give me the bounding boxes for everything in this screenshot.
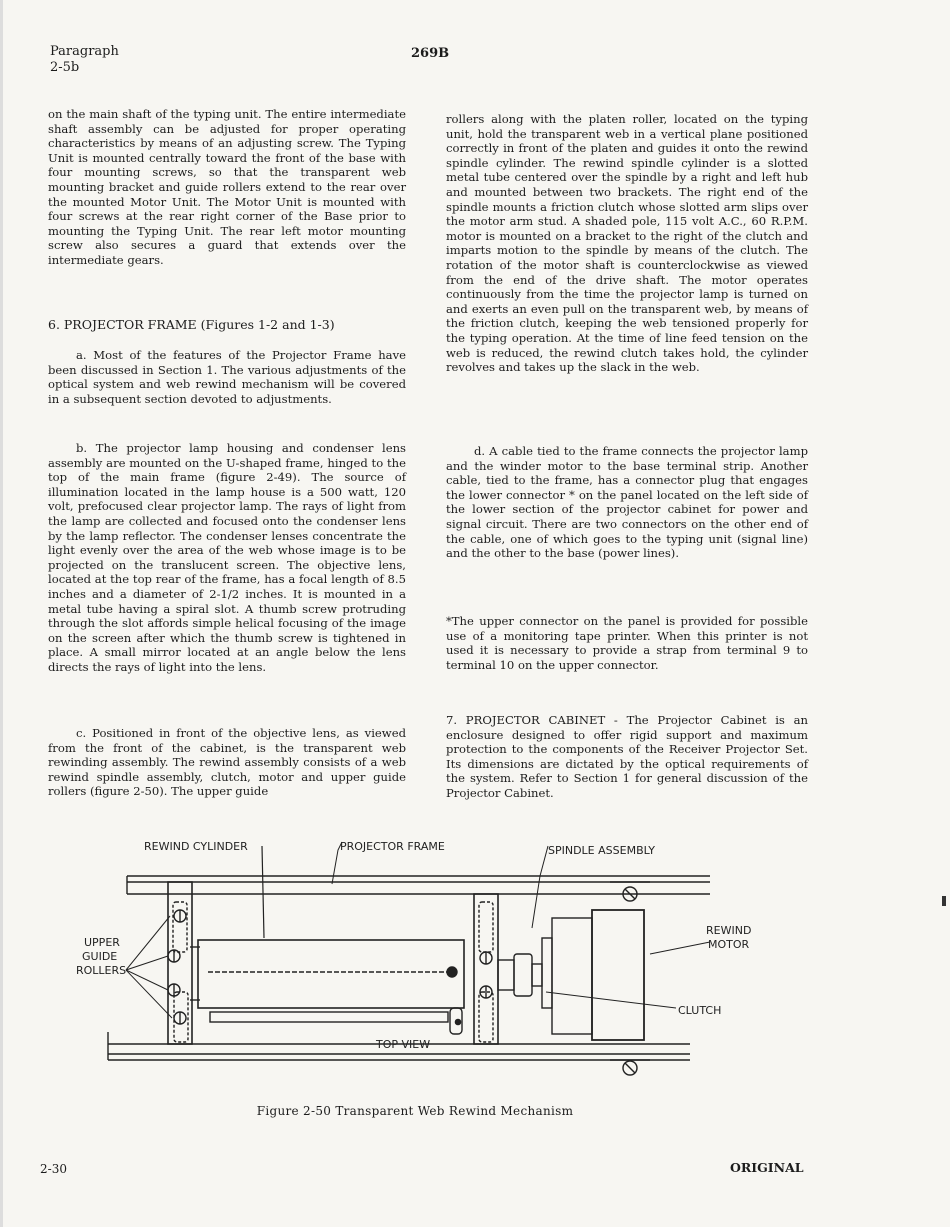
label-rewind: REWIND — [706, 924, 752, 937]
rewind-mechanism-figure — [70, 832, 770, 1094]
body-paragraph: c. Positioned in front of the objective lens, as viewed from the front of the cabinet, is the transparent web rewinding assembly. The rewind assembly consists of a web rewind spindle assembly, clutch, motor and upper guide rollers (figure 2-50). The upper guide — [48, 726, 406, 799]
label-projector-frame: PROJECTOR FRAME — [340, 840, 445, 853]
body-paragraph: 7. PROJECTOR CABINET - The Projector Cabinet is an enclosure designed to offer rigid support and maximum protection to the components of the Receiver Projector Set. Its dimensions are dictated by the optical requirements of the system. Refer to Section 1 for general discussion of the Projector Cabinet. — [446, 713, 808, 800]
label-upper: UPPER — [84, 936, 120, 949]
body-paragraph: b. The projector lamp housing and condenser lens assembly are mounted on the U-shaped frame, hinged to the top of the main frame (figure 2-49). The source of illumination located in the lamp house is a 500 watt, 120 volt, prefocused clear projector lamp. The rays of light from the lamp are collected and focused onto the condenser lens by the lamp reflector. The condenser lenses concentrate the light evenly over the area of the web whose image is to be projected on the translucent screen. The objective lens, located at the top rear of the frame, has a focal length of 8.5 inches and a diameter of 2-1/2 inches. It is mounted in a metal tube having a spiral slot. A thumb screw protruding through the slot affords simple helical focusing of the image on the screen after which the thumb screw is tightened in place. A small mirror located at an angle below the lens directs the rays of light into the lens. — [48, 441, 406, 674]
right-col-p1 — [446, 112, 808, 375]
left-col-pa — [48, 348, 406, 406]
scan-mark — [942, 896, 946, 906]
body-paragraph: on the main shaft of the typing unit. The entire intermediate shaft assembly can be adjusted for proper operating characteristics by means of an adjusting screw. The Typing Unit is mounted centrally toward the front of the base with four mounting screws, so that the transparent web mounting bracket and guide rollers extend to the rear over the mounted Motor Unit. The Motor Unit is mounted with four screws at the rear right corner of the Base prior to mounting the Typing Unit. The rear left motor mounting screw also secures a guard that extends over the intermediate gears. — [48, 107, 406, 267]
paragraph-number: 2-5b — [50, 60, 80, 75]
section-7-paragraph — [446, 713, 808, 801]
label-top-view: TOP VIEW — [376, 1038, 431, 1051]
body-paragraph: a. Most of the features of the Projector Frame have been discussed in Section 1. The various adjustments of the optical system and web rewind mechanism will be covered in a subsequent section devoted to adjustments. — [48, 348, 406, 406]
right-col-note — [446, 614, 808, 672]
body-paragraph: d. A cable tied to the frame connects the projector lamp and the winder motor to the base terminal strip. Another cable, tied to the frame, has a connector plug that engages the lower connector * on the panel located on the left side of the lower section of the projector cabinet for power and signal circuit. There are two connectors on the other end of the cable, one of which goes to the typing unit (signal line) and the other to the base (power lines). — [446, 444, 808, 561]
section-6-heading: 6. PROJECTOR FRAME (Figures 1-2 and 1-3) — [48, 317, 335, 332]
scan-edge — [0, 0, 3, 1227]
footnote-paragraph: *The upper connector on the panel is provided for possible use of a monitoring tape printer. When this printer is not used it is necessary to provide a strap from terminal 9 to terminal 10 on the upper connector. — [446, 614, 808, 672]
page-number: 2-30 — [40, 1162, 67, 1176]
document-id: 269B — [411, 46, 450, 61]
label-guide: GUIDE — [82, 950, 118, 963]
right-col-pd — [446, 444, 808, 561]
left-col-p1 — [48, 107, 406, 268]
label-motor: MOTOR — [708, 938, 750, 951]
body-paragraph: rollers along with the platen roller, located on the typing unit, hold the transparent web in a vertical plane positioned correctly in front of the platen and guides it onto the rewind spindle cylinder. The rewind spindle cylinder is a slotted metal tube centered over the spindle by a right and left hub and mounted between two brackets. The right end of the spindle mounts a friction clutch whose slotted arm slips over the motor arm stud. A shaded pole, 115 volt A.C., 60 R.P.M. motor is mounted on a bracket to the right of the clutch and imparts motion to the spindle by means of the clutch. The rotation of the motor shaft is counterclockwise as viewed from the end of the drive shaft. The motor operates continuously from the time the projector lamp is turned on and exerts an even pull on the transparent web, by means of the friction clutch, keeping the web tensioned properly for the typing operation. At the time of line feed tension on the web is reduced, the rewind clutch takes hold, the cylinder revolves and takes up the slack in the web. — [446, 112, 808, 375]
label-rollers: ROLLERS — [76, 964, 127, 977]
left-col-pc — [48, 726, 406, 799]
label-clutch: CLUTCH — [678, 1004, 722, 1017]
left-col-pb — [48, 441, 406, 675]
label-spindle-assembly: SPINDLE ASSEMBLY — [548, 844, 655, 857]
figure-caption: Figure 2-50 Transparent Web Rewind Mechanism — [256, 1104, 574, 1118]
document-status: ORIGINAL — [730, 1160, 804, 1175]
paragraph-label: Paragraph — [50, 44, 119, 59]
paragraph-header — [50, 44, 119, 76]
label-rewind-cylinder: REWIND CYLINDER — [144, 840, 248, 853]
